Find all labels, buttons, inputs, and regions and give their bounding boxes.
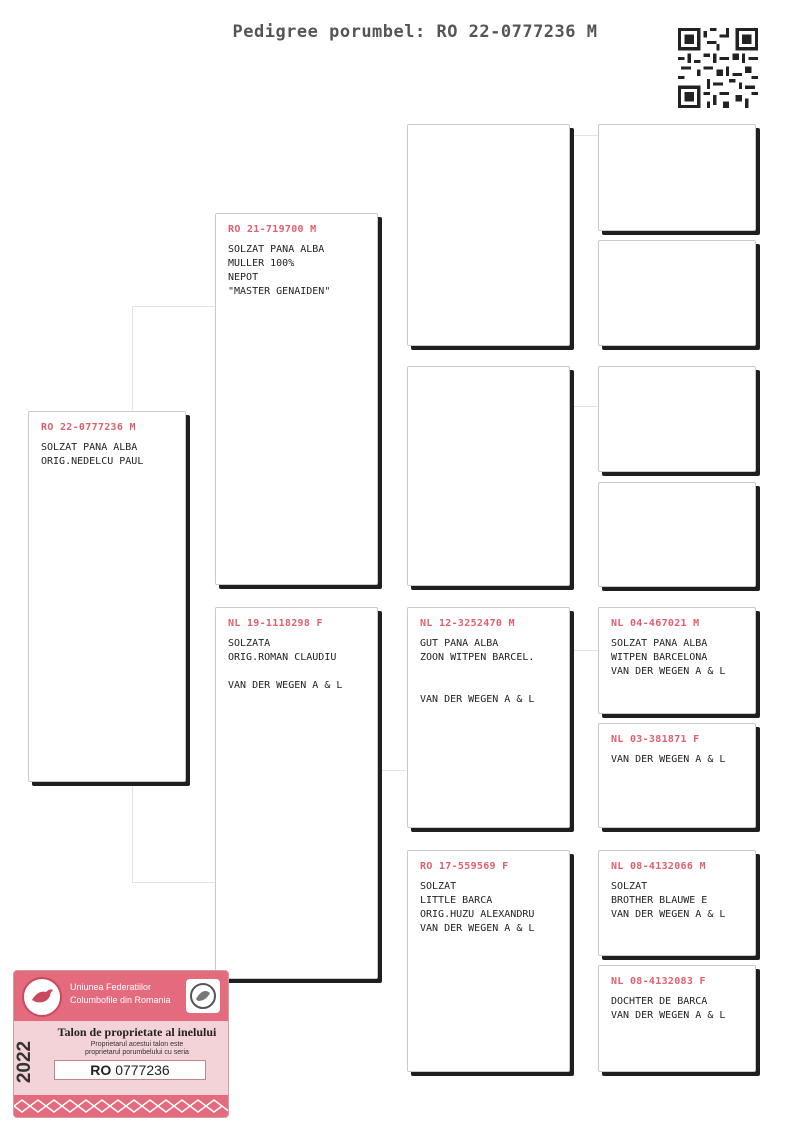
ring-number: NL 19-1118298 F — [228, 618, 323, 629]
card-line: SOLZAT PANA ALBA — [41, 442, 138, 453]
card-line: MULLER 100% — [228, 258, 295, 269]
dam-dam-dam-card — [598, 965, 756, 1072]
talon-ring-prefix: RO — [90, 1062, 112, 1078]
pigeon-logo-icon — [22, 977, 62, 1017]
connector-line — [132, 786, 133, 882]
ring-number: NL 08-4132083 F — [611, 976, 706, 987]
dam-sire-card — [407, 607, 570, 828]
card-line: SOLZAT — [611, 881, 648, 892]
card-line: SOLZAT — [420, 881, 457, 892]
connector-line — [132, 306, 215, 307]
dam-sire-sire-card — [598, 607, 756, 714]
talon-ring-number — [54, 1060, 206, 1080]
card-line: ORIG.NEDELCU PAUL — [41, 456, 144, 467]
connector-line — [570, 135, 598, 136]
page-title: Pedigree porumbel: RO 22-0777236 M — [232, 22, 598, 42]
dam-dam-sire-card — [598, 850, 756, 956]
card-line: VAN DER WEGEN A & L — [611, 1010, 726, 1021]
connector-line — [570, 406, 598, 407]
ring-number: NL 08-4132066 M — [611, 861, 706, 872]
talon-org-line2: Columbofile din Romania — [70, 995, 171, 1005]
card-line: BROTHER BLAUWE E — [611, 895, 708, 906]
ring-ownership-talon — [13, 970, 229, 1118]
card-line: NEPOT — [228, 272, 259, 283]
connector-line — [132, 882, 215, 883]
card-line: VAN DER WEGEN A & L — [420, 694, 535, 705]
ring-number: RO 17-559569 F — [420, 861, 509, 872]
talon-subtext: proprietarul porumbelului cu seria — [85, 1049, 189, 1056]
ring-number: NL 03-381871 F — [611, 734, 700, 745]
federation-emblem-icon — [186, 979, 220, 1013]
gen4-card-empty — [598, 240, 756, 346]
card-line: SOLZAT PANA ALBA — [228, 244, 325, 255]
card-line: VAN DER WEGEN A & L — [611, 754, 726, 765]
card-line: VAN DER WEGEN A & L — [611, 666, 726, 677]
ring-number: NL 04-467021 M — [611, 618, 700, 629]
ring-number: RO 21-719700 M — [228, 224, 317, 235]
ring-number: RO 22-0777236 M — [41, 422, 136, 433]
card-line: "MASTER GENAIDEN" — [228, 286, 331, 297]
dam-card — [215, 607, 378, 979]
talon-header — [14, 971, 228, 1021]
sire-sire-card-empty — [407, 124, 570, 346]
talon-heading: Talon de proprietate al inelului — [57, 1025, 217, 1039]
sire-dam-card-empty — [407, 366, 570, 586]
talon-org-line1: Uniunea Federatiilor — [70, 982, 152, 992]
card-line: WITPEN BARCELONA — [611, 652, 708, 663]
gen4-card-empty — [598, 124, 756, 231]
card-line: VAN DER WEGEN A & L — [228, 680, 343, 691]
connector-line — [570, 650, 598, 651]
card-line: GUT PANA ALBA — [420, 638, 499, 649]
talon-year — [14, 1029, 44, 1089]
card-line: DOCHTER DE BARCA — [611, 996, 708, 1007]
dam-dam-card — [407, 850, 570, 1072]
card-line: LITTLE BARCA — [420, 895, 493, 906]
card-spacer — [408, 665, 569, 679]
ring-number: NL 12-3252470 M — [420, 618, 515, 629]
card-line: VAN DER WEGEN A & L — [611, 909, 726, 920]
card-line: ZOON WITPEN BARCEL. — [420, 652, 535, 663]
talon-pattern-band — [14, 1095, 228, 1117]
card-spacer — [408, 679, 569, 693]
talon-subtext: Proprietarul acestui talon este — [90, 1041, 184, 1048]
sire-card — [215, 213, 378, 585]
subject-pigeon-card — [28, 411, 186, 782]
card-line: ORIG.HUZU ALEXANDRU — [420, 909, 535, 920]
dam-sire-dam-card — [598, 723, 756, 828]
gen4-card-empty — [598, 366, 756, 472]
qr-code-icon — [678, 28, 758, 108]
card-line: ORIG.ROMAN CLAUDIU — [228, 652, 337, 663]
gen4-card-empty — [598, 482, 756, 587]
card-spacer — [216, 665, 377, 679]
card-line: SOLZATA — [228, 638, 271, 649]
card-line: VAN DER WEGEN A & L — [420, 923, 535, 934]
connector-line — [378, 770, 406, 771]
card-line: SOLZAT PANA ALBA — [611, 638, 708, 649]
connector-line — [132, 306, 133, 410]
talon-year-text: 2022 — [14, 1040, 36, 1084]
talon-ring-digits: 0777236 — [115, 1062, 170, 1078]
